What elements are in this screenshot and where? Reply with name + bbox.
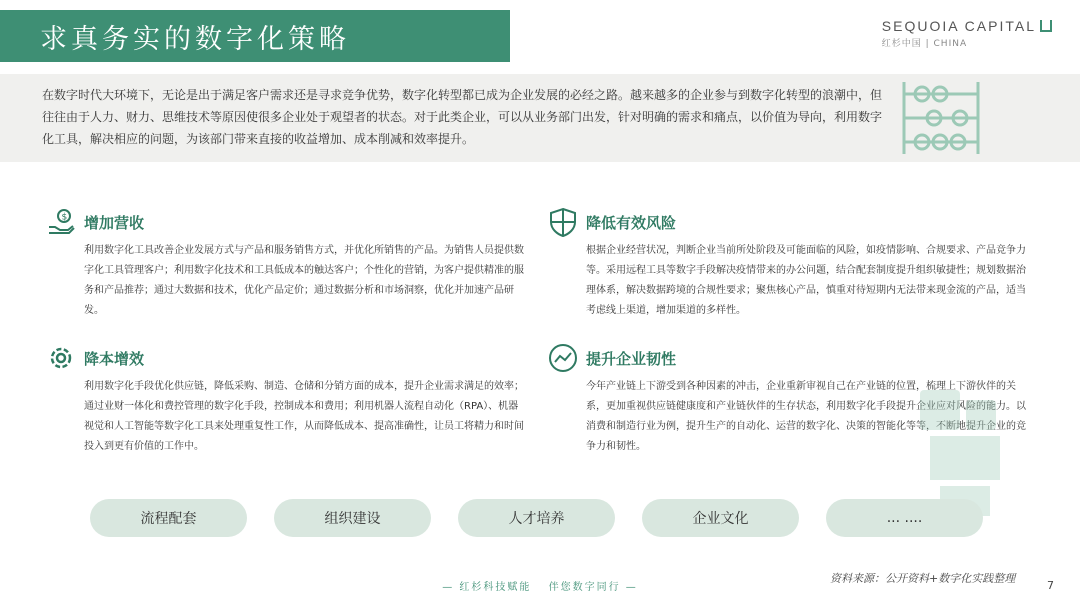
footer-slogan: — 红杉科技赋能 伴您数字同行 —: [442, 582, 638, 593]
brand-name: SEQUOIA CAPITAL: [881, 18, 1036, 34]
robot-hand-icon: [900, 370, 1030, 520]
brand: [882, 18, 1052, 49]
sequoia-logo-icon: [1040, 20, 1052, 32]
pill-more: ... ....: [826, 499, 983, 537]
section-body: 根据企业经营状况，判断企业当前所处阶段及可能面临的风险，如疫情影响、合规要求、产品竞争力等。采用远程工具等数字手段解决疫情带来的办公问题，结合配套制度提升组织敏捷性；规划数据治理体系，解决数据跨境的合规性要求；聚焦核心产品，慎重对待短期内无法带来现金流的产品，适当考虑线上渠道，增加渠道的多样性。: [586, 245, 1026, 316]
section-title: 降低有效风险: [586, 213, 677, 232]
section-body: 利用数字化工具改善企业发展方式与产品和服务销售方式，并优化所销售的产品。为销售人员提供数字化工具管理客户；利用数字化技术和工具低成本的触达客户；个性化的营销，为客户提供精准的服务和产品推荐；通过大数据和技术，优化产品定价；通过数据分析和市场洞察，优化并加速产品研发。: [84, 245, 524, 316]
pill-culture: 企业文化: [642, 499, 799, 537]
brand-subtitle: 红杉中国 | CHINA: [881, 39, 968, 49]
gear-icon: [46, 343, 76, 373]
money-hand-icon: [46, 207, 76, 237]
shield-icon: [548, 207, 578, 237]
section-title: 提升企业韧性: [586, 349, 677, 368]
pill-process: 流程配套: [90, 499, 247, 537]
svg-text:$: $: [61, 212, 68, 223]
intro-text: 在数字时代大环境下，无论是出于满足客户需求还是寻求竞争优势，数字化转型都已成为企业发展的必经之路。越来越多的企业参与到数字化转型的浪潮中，但往往由于人力、财力、思维技术等原因使很多企业处于观望者的状态。对于此类企业，可以从业务部门出发，针对明确的需求和痛点，以价值为导向，利用数字化工具，解决相应的问题，为该部门带来直接的收益增加、成本削减和效率提升。: [42, 88, 883, 146]
title-bar: [0, 10, 510, 62]
section-body: 今年产业链上下游受到各种因素的冲击，企业重新审视自己在产业链的位置，梳理上下游伙伴的关系，更加重视供应链健康度和产业链伙伴的生存状态，利用数字化手段提升企业应对风险的能力。以消费和制造行业为例，提升生产的自动化、运营的数字化、决策的智能化等等，不断地提升企业的竞争力和韧性。: [586, 381, 1026, 452]
page-number: 7: [1047, 579, 1054, 592]
source-note: 资料来源：公开资料+数字化实践整理: [830, 572, 1016, 585]
pill-talent: 人才培养: [458, 499, 615, 537]
section-increase-revenue: [46, 207, 526, 321]
section-title: 降本增效: [84, 349, 145, 368]
section-body: 利用数字化手段优化供应链，降低采购、制造、仓储和分销方面的成本，提升企业需求满足的效率；通过业财一体化和费控管理的数字化手段，控制成本和费用；利用机器人流程自动化（RPA）、机器视觉和人工智能等数字化工具来处理重复性工作，从而降低成本、提高准确性，让员工将精力和时间投入到更有价值的工作中。: [84, 381, 524, 452]
trend-icon: [548, 343, 578, 373]
section-reduce-risk: [548, 207, 1028, 321]
pill-organization: 组织建设: [274, 499, 431, 537]
abacus-icon: [900, 80, 982, 156]
page-title: 求真务实的数字化策略: [40, 23, 350, 55]
section-cut-cost: [46, 343, 526, 457]
section-title: 增加营收: [84, 213, 145, 232]
pill-row: [90, 499, 983, 537]
